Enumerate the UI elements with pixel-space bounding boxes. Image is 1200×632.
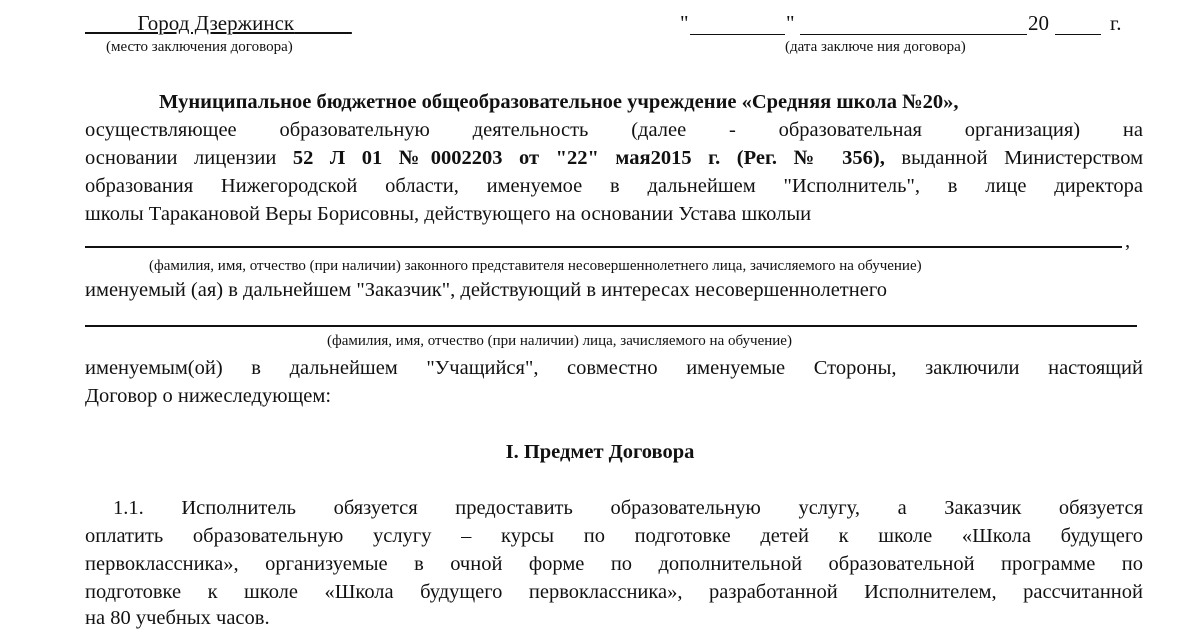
date-quote-close: " (786, 11, 795, 35)
date-quote-open: " (680, 11, 689, 35)
organization-name: Муниципальное бюджетное общеобразовательное учреждение «Средняя школа №20», (159, 91, 959, 113)
date-year-prefix: 20 (1028, 11, 1049, 35)
customer-line: именуемый (ая) в дальнейшем "Заказчик", действующий в интересах несовершеннолетнего (85, 279, 887, 301)
customer-name-line (85, 246, 1122, 248)
customer-caption: (фамилия, имя, отчество (при наличии) законного представителя несовершеннолетнего лица, зачисляемого на обучение) (149, 258, 922, 274)
preamble-line-3 (85, 144, 1143, 172)
place-underline-right (294, 11, 352, 35)
preamble-line-2: осуществляющее образовательную деятельность (далее - образовательная организация) на (85, 119, 1143, 141)
clause-1-1-line-3: первоклассника», организуемые в очной форме по дополнительной образовательной программе по (85, 553, 1143, 575)
closing-line: Договор о нижеследующем: (85, 385, 332, 407)
date-month-line (800, 34, 1027, 35)
date-year-line (1055, 34, 1101, 35)
student-caption: (фамилия, имя, отчество (при наличии) лица, зачисляемого на обучение) (327, 333, 792, 349)
place-field (85, 10, 352, 36)
place-value: Город Дзержинск (137, 11, 295, 35)
student-line: именуемым(ой) в дальнейшем "Учащийся", совместно именуемые Стороны, заключили настоящий (85, 357, 1143, 379)
clause-1-1-line-4: подготовке к школе «Школа будущего первоклассника», разработанной Исполнителем, рассчитанной (85, 581, 1143, 603)
license-number: 52 Л 01 №0002203 от "22" мая2015 г. (Рег. № 356), (292, 147, 885, 169)
date-caption: (дата заключе ния договора) (785, 39, 966, 55)
clause-1-1-line-5: на 80 учебных часов. (85, 607, 270, 629)
place-underline-left (85, 11, 138, 35)
section-title: I. Предмет Договора (505, 441, 695, 463)
date-day-line (690, 34, 785, 35)
preamble-line-4: образования Нижегородской области, именуемое в дальнейшем "Исполнитель", в лице директора (85, 175, 1143, 197)
license-issuer: выданной Министерством (901, 147, 1144, 169)
clause-1-1-line-2: оплатить образовательную услугу – курсы по подготовке детей к школе «Школа будущего (85, 525, 1143, 547)
preamble-line-5: школы Таракановой Веры Борисовны, действующего на основании Устава школыи (85, 203, 812, 225)
clause-1-1-line-1-text: 1.1. Исполнитель обязуется предоставить образовательную услугу, а Заказчик обязуется (113, 497, 1143, 519)
student-name-line (85, 325, 1137, 327)
license-prefix: основании лицензии (85, 147, 277, 169)
date-year-suffix: г. (1110, 11, 1122, 35)
place-caption: (место заключения договора) (106, 39, 293, 55)
customer-line-comma: , (1125, 230, 1131, 252)
clause-1-1-line-1 (113, 494, 1143, 522)
